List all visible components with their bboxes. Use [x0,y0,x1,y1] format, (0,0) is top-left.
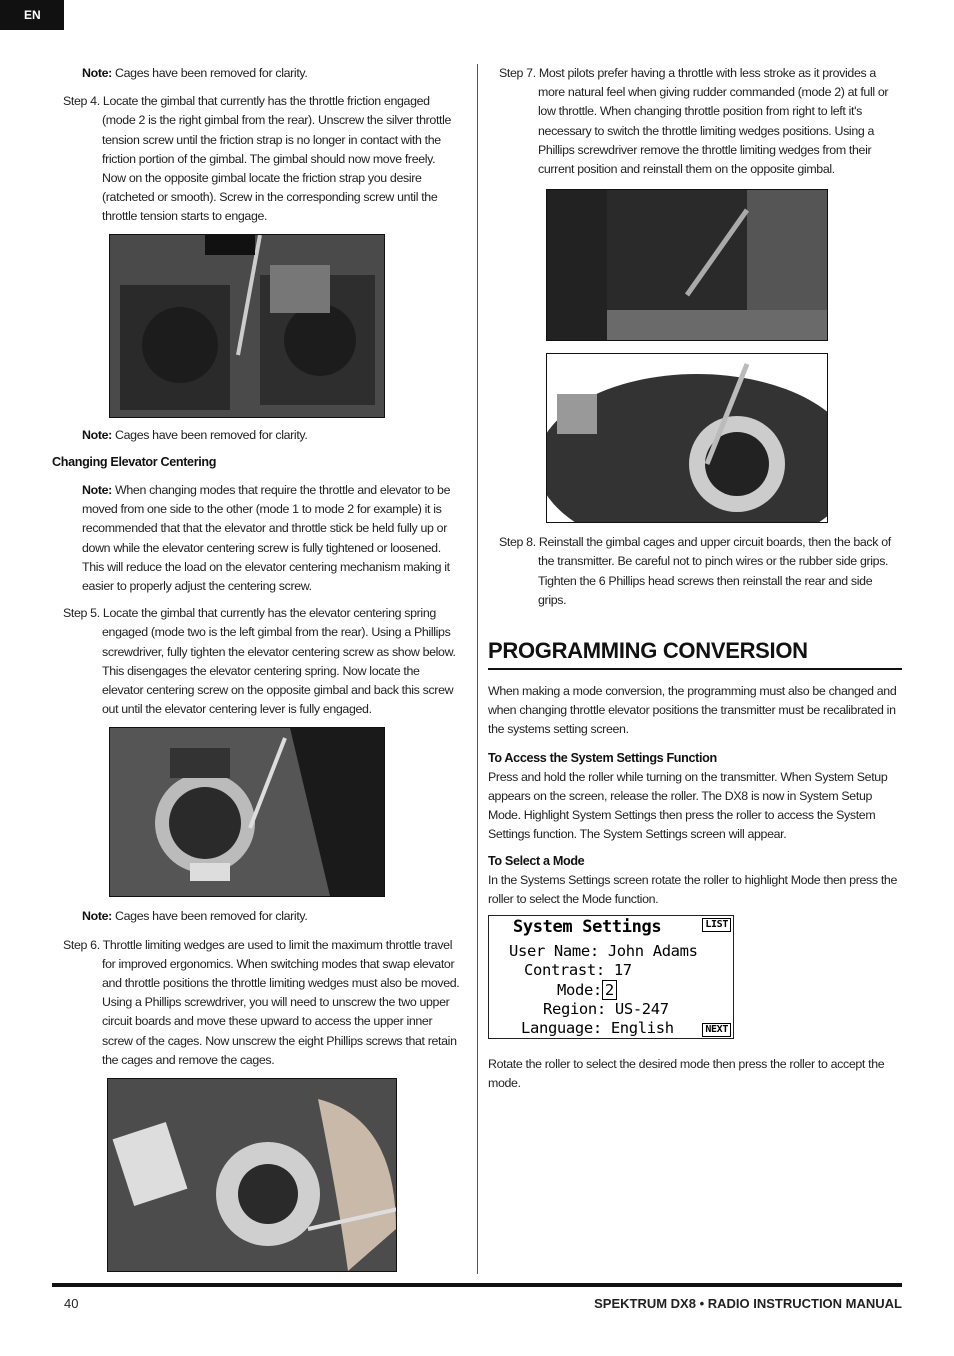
step-6: Step 6. Throttle limiting wedges are used to limit the maximum throttle travel for improved ergonomics. When switching modes that swap elevator and throttle positions the throttle limiting wedges must also be moved. Using a Phillips screwdriver, you will need to unscrew the two upper circuit boards and move these upward to access the upper inner screw of the cages. Now unscrew the eight Phillips screws that retain the cages and remove the cages. [63,937,460,1067]
lcd-next-tag: NEXT [702,1023,731,1037]
footer-title: SPEKTRUM DX8 • RADIO INSTRUCTION MANUAL [594,1296,902,1311]
note-cages-1: Note: Cages have been removed for clarity. [82,66,308,80]
note-cages-3: Note: Cages have been removed for clarity. [82,909,308,924]
note-elevator: Note: When changing modes that require the throttle and elevator to be moved from one side to the other (mode 1 to mode 2 for example) it is recommended that that the elevator and throttle stick be held fully up or down while the elevator centering screw is fully tightened or loosened. This will reduce the load on the elevator centering mechanism making it easier to properly adjust the centering screw. [82,483,451,594]
lcd-title: System Settings [513,917,662,938]
language-tab: EN [0,0,64,30]
step-7: Step 7. Most pilots prefer having a throttle with less stroke as it provides a more natural feel when giving rudder commanded (mode 2) at full or low throttle. When changing throttle position from right to left it's necessary to switch the throttle limiting wedges positions. Using a Phillips screwdriver remove the throttle limiting wedges from their current position and reinstall them on the opposite gimbal. [499,66,889,177]
page-number: 40 [64,1296,79,1311]
lcd-language-row: Language: English [521,1019,674,1038]
heading-access-settings: To Access the System Settings Function [488,750,717,765]
photo-wedges-removed [546,189,828,341]
lcd-contrast-row: Contrast: 17 [524,961,632,980]
lcd-mode-row: Mode: 2 [557,981,617,999]
right-column [488,64,902,1094]
column-divider [477,64,478,1274]
lcd-region-row: Region: US-247 [543,1000,669,1019]
select-paragraph: In the Systems Settings screen rotate the roller to highlight Mode then press the roller to select the Mode function. [488,872,898,907]
intro-paragraph: When making a mode conversion, the programming must also be changed and when changing throttle elevator positions the transmitter must be recalibrated in the systems setting screen. [488,684,897,737]
heading-select-mode: To Select a Mode [488,853,585,868]
step-8: Step 8. Reinstall the gimbal cages and upper circuit boards, then the back of the transmitter. Be careful not to pinch wires or the rubber side grips. Tighten the 6 Phillips head screws then reinstall the rear and side grips. [499,535,891,607]
photo-throttle-wedges [107,1078,397,1272]
photo-elevator-centering [109,727,385,897]
outro-paragraph: Rotate the roller to select the desired mode then press the roller to accept the mode. [488,1057,885,1091]
footer-rule [52,1283,902,1287]
heading-elevator-centering: Changing Elevator Centering [52,454,217,469]
photo-throttle-friction [109,234,385,418]
left-column [52,64,462,1272]
lcd-mode-value: 2 [602,980,617,1000]
note-cages-2: Note: Cages have been removed for clarity. [82,427,308,442]
step-5: Step 5. Locate the gimbal that currently has the elevator centering spring engaged (mode two is the left gimbal from the rear). Using a Phillips screwdriver, fully tighten the elevator centering screw as show below. This disengages the elevator centering spring. Now locate the elevator centering screw on the opposite gimbal and back this screw out until the elevator centering lever is fully engaged. [63,606,456,717]
lcd-system-settings [488,915,734,1039]
lcd-user-row: User Name: John Adams [509,942,698,961]
access-paragraph: Press and hold the roller while turning on the transmitter. When System Setup appears on the screen, release the roller. The DX8 is now in System Setup Mode. Highlight System Settings then press the roller to access the System Settings function. The System Settings screen will appear. [488,769,888,842]
lcd-list-tag: LIST [702,918,731,932]
section-title: PROGRAMMING CONVERSION [488,638,902,670]
step-4: Step 4. Locate the gimbal that currently has the throttle friction engaged (mode 2 is the right gimbal from the rear). Unscrew the silver throttle tension screw until the friction strap is no longer in contact with the friction portion of the gimbal. The gimbal should now move freely. Now on the opposite gimbal locate the friction strap you desire (ratcheted or smooth). Screw in the corresponding screw until the throttle tension starts to engage. [63,94,452,224]
photo-wedges-installed [546,353,828,523]
